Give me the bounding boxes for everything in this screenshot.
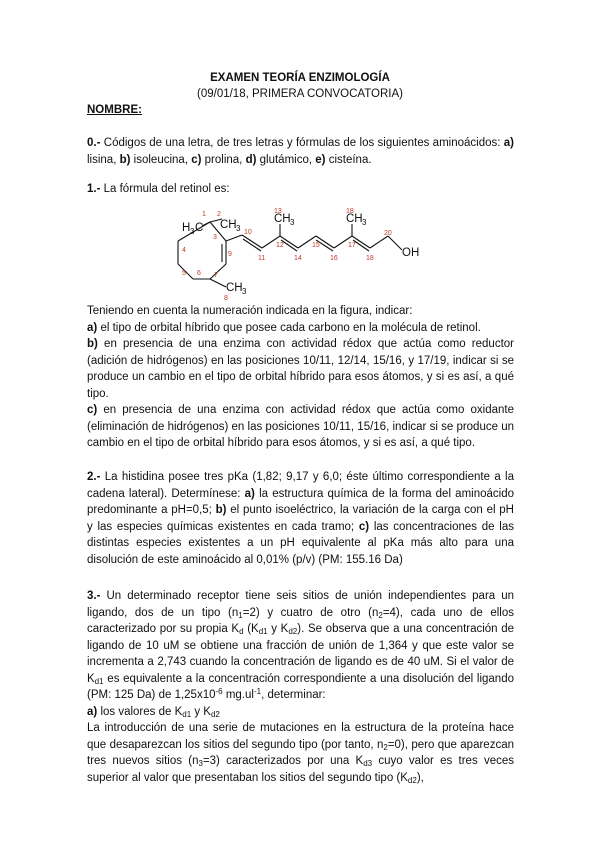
- superscript: -1: [253, 687, 262, 696]
- question-2-c-key: c): [358, 520, 370, 533]
- question-2-b-text: el punto isoeléctrico, la variación de la carga con el pH y las especies químicas existentes en cada tramo;: [87, 504, 514, 533]
- question-3-text: ),: [416, 771, 424, 784]
- subscript: d2: [210, 709, 220, 719]
- question-3-text: =3) caracterizados por una K: [202, 755, 364, 767]
- carbon-number: 9: [228, 251, 232, 258]
- question-3-text: mg.ul: [222, 689, 254, 701]
- question-0-number: 0.-: [87, 137, 101, 149]
- question-1-text: La fórmula del retinol es:: [103, 183, 230, 195]
- question-3-text: Un determinado receptor tiene seis sitios de unión independientes para un ligando, dos de un tipo (n: [87, 590, 514, 619]
- question-3-text: =4), cada uno de ellos caracterizado por su propia K: [87, 606, 515, 635]
- question-1-c-key: c): [87, 404, 98, 416]
- question-3-text: La introducción de una serie de mutaciones en la estructura de la proteína hace que desaparezcan los sitios del segundo tipo (por tanto, n: [87, 722, 514, 751]
- question-3-text: es equivalente a la concentración correspondiente a una disolución del ligando (PM: 125 Da) de 1,25x10: [87, 672, 514, 701]
- item-e-label: cisteína.: [328, 153, 372, 166]
- question-3-a-key: a): [87, 705, 98, 718]
- carbon-number: 16: [330, 255, 338, 262]
- question-0-text: Códigos de una letra, de tres letras y fórmulas de los siguientes aminoácidos:: [103, 137, 501, 149]
- question-2-intro: La histidina posee tres pKa (1,82; 9,17 y 6,0; éste último correspondiente a la cadena lateral). Determínese:: [87, 471, 515, 500]
- carbon-number: 18: [366, 255, 374, 262]
- retinol-structure-diagram: [170, 205, 430, 305]
- question-1-body: [87, 303, 514, 452]
- carbon-number: 12: [276, 242, 284, 249]
- carbon-number: 7: [214, 272, 218, 279]
- subscript: d3: [363, 759, 373, 768]
- question-2-number: 2.-: [87, 471, 101, 483]
- question-3-text: =0), pero que aparezcan tres nuevos sitios (n: [87, 738, 514, 767]
- carbon-number: 8: [224, 295, 228, 302]
- carbon-number: 6: [197, 270, 201, 277]
- atom-c: C: [195, 222, 204, 234]
- subscript: 2: [383, 742, 388, 752]
- atom-sub-3: 3: [190, 227, 195, 236]
- question-0: [87, 135, 514, 168]
- carbon-number: 14: [294, 255, 302, 262]
- carbon-number: 4: [182, 247, 186, 254]
- carbon-number: 13: [274, 208, 282, 215]
- carbon-number: 2: [217, 211, 221, 218]
- carbon-number: 20: [384, 230, 392, 237]
- subscript: d1: [94, 676, 104, 686]
- question-3-text: ). Se observa que a una concentración de ligando de 10 uM se obtiene una fracción de unión de 1,364 y que este valor se incrementa a 2,743 cuando la concentración de ligando es de 40 uM. Si el valor de K: [87, 623, 515, 685]
- question-2: [87, 469, 514, 568]
- question-3-text: y K: [267, 623, 289, 635]
- question-1-heading: [87, 181, 514, 198]
- subscript: 2: [378, 610, 383, 620]
- carbon-number: 15: [312, 242, 320, 249]
- atom-sub-3: 3: [362, 218, 367, 227]
- atom-ch-3: CH: [346, 213, 363, 225]
- question-3-a-text: los valores de K: [100, 705, 183, 718]
- atom-oh: OH: [402, 247, 420, 259]
- page-title: EXAMEN TEORÍA ENZIMOLOGÍA: [210, 72, 390, 84]
- item-b-key: b): [119, 153, 131, 166]
- subscript: d1: [258, 627, 268, 636]
- atom-h: H: [182, 222, 191, 234]
- item-a-key: a): [503, 137, 515, 149]
- carbon-number: 3: [213, 234, 217, 241]
- question-3: [87, 588, 514, 786]
- question-3-text: (K: [243, 623, 259, 635]
- item-a-label: lisina,: [87, 153, 117, 166]
- question-3-text: cuyo valor es tres veces superior al valor que presentaban los sitios del segundo tipo (K: [87, 755, 515, 784]
- carbon-number: 18: [346, 208, 354, 215]
- retinol-bonds: [178, 219, 402, 287]
- atom-sub-3: 3: [242, 287, 247, 296]
- question-3-number: 3.-: [87, 590, 101, 602]
- carbon-number: 10: [244, 229, 252, 236]
- question-3-text: =2) y cuatro de otro (n: [242, 606, 379, 619]
- question-3-text: , determinar:: [261, 689, 326, 701]
- question-1-b-text: en presencia de una enzima con actividad rédox que actúa como reductor (adición de hidrógenos) en las posiciones 10/11, 12/14, 15/16, y 17/19, indicar si se produce un cambio en el tipo de orbital híbrido para esos átomos, y si es así, a qué tipo.: [87, 338, 514, 400]
- question-2-b-key: b): [215, 504, 227, 516]
- subscript: d1: [182, 709, 192, 719]
- question-2-c-text: las concentraciones de las distintas especies existentes a un pH equivalente al pKa más alto para una disolución de este aminoácido al 0,01% (p/v) (PM: 155.16 Da): [87, 520, 515, 566]
- item-c-key: c): [191, 153, 202, 166]
- subscript: 3: [198, 759, 203, 768]
- atom-ch-1: CH: [220, 219, 237, 231]
- subscript: d: [239, 627, 244, 636]
- superscript: -6: [215, 687, 223, 696]
- item-b-label: isoleucina,: [133, 153, 189, 166]
- item-e-key: e): [315, 153, 326, 166]
- question-1-a-text: el tipo de orbital híbrido que posee cada carbono en la molécula de retinol.: [100, 321, 481, 334]
- question-1-number: 1.-: [87, 183, 101, 195]
- question-1-c-text: en presencia de una enzima con actividad rédox que actúa como oxidante (eliminación de hidrógenos) en las posiciones 10/11, 15/16, indicar si se produce un cambio en el tipo de orbital híbrido para esos átomos, y si es así, a qué tipo.: [87, 404, 514, 449]
- item-c-label: prolina,: [204, 153, 243, 166]
- carbon-number: 11: [258, 255, 266, 262]
- question-2-a-text: la estructura química de la forma del aminoácido predominante a pH=0,5;: [87, 487, 514, 516]
- atom-ch-2: CH: [274, 213, 291, 225]
- subscript: d2: [288, 627, 298, 636]
- question-1-a-key: a): [87, 321, 98, 334]
- atom-ch-4: CH: [226, 282, 243, 294]
- atom-sub-3: 3: [236, 224, 241, 233]
- item-d-key: d): [245, 153, 257, 166]
- name-label: NOMBRE:: [87, 104, 142, 116]
- question-2-a-key: a): [244, 487, 255, 500]
- page-subtitle: (09/01/18, PRIMERA CONVOCATORIA): [197, 88, 403, 100]
- item-d-label: glutámico,: [259, 153, 313, 166]
- question-3-a-text: y K: [191, 705, 211, 718]
- carbon-number: 1: [202, 211, 206, 218]
- subscript: d2: [407, 775, 417, 785]
- subscript: 1: [238, 610, 243, 620]
- carbon-number: 17: [348, 242, 356, 249]
- carbon-number: 5: [182, 270, 186, 277]
- atom-sub-3: 3: [290, 218, 295, 227]
- question-1-intro: Teniendo en cuenta la numeración indicada en la figura, indicar:: [87, 305, 413, 317]
- question-1-b-key: b): [87, 338, 98, 350]
